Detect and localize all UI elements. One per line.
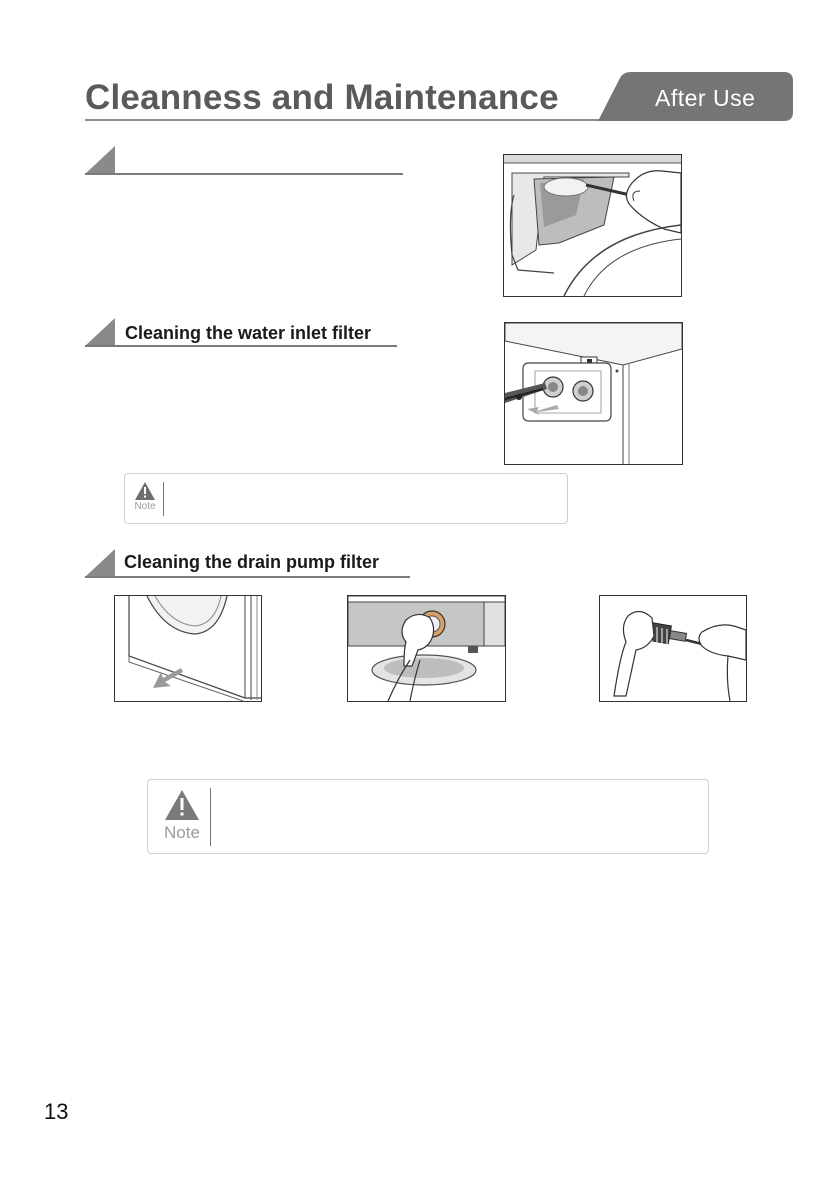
- figure-inlet-filter: [504, 322, 683, 465]
- section-marker-icon: [85, 146, 115, 174]
- figure-detergent-drawer: [503, 154, 682, 297]
- note-divider: [163, 482, 164, 516]
- note-box: [124, 473, 568, 524]
- brush-filter-illustration: [600, 596, 746, 701]
- figure-drain-step-3: [599, 595, 747, 702]
- drawer-brush-illustration: [504, 155, 681, 296]
- title-underline: [85, 119, 605, 121]
- note-box: [147, 779, 709, 854]
- note-label: Note: [134, 501, 156, 512]
- figure-drain-step-2: [347, 595, 506, 702]
- page-title: Cleanness and Maintenance: [85, 78, 559, 117]
- unscrew-filter-illustration: [348, 596, 505, 701]
- section-marker-icon: [85, 549, 115, 577]
- chapter-tab-label: After Use: [655, 85, 756, 111]
- section-rule: [85, 345, 397, 347]
- section-marker-icon: [85, 318, 115, 346]
- section-rule: [85, 173, 403, 175]
- figure-drain-step-1: [114, 595, 262, 702]
- page-number: 13: [44, 1099, 69, 1124]
- section-title-drain-filter: Cleaning the drain pump filter: [124, 552, 380, 572]
- section-rule: [85, 576, 410, 578]
- service-cover-illustration: [115, 596, 261, 701]
- section-title-inlet-filter: Cleaning the water inlet filter: [125, 323, 372, 343]
- inlet-filter-illustration: [505, 323, 682, 464]
- note-label: Note: [164, 823, 200, 842]
- warning-icon: [131, 482, 159, 512]
- note-divider: [210, 788, 211, 846]
- warning-icon: [160, 790, 204, 841]
